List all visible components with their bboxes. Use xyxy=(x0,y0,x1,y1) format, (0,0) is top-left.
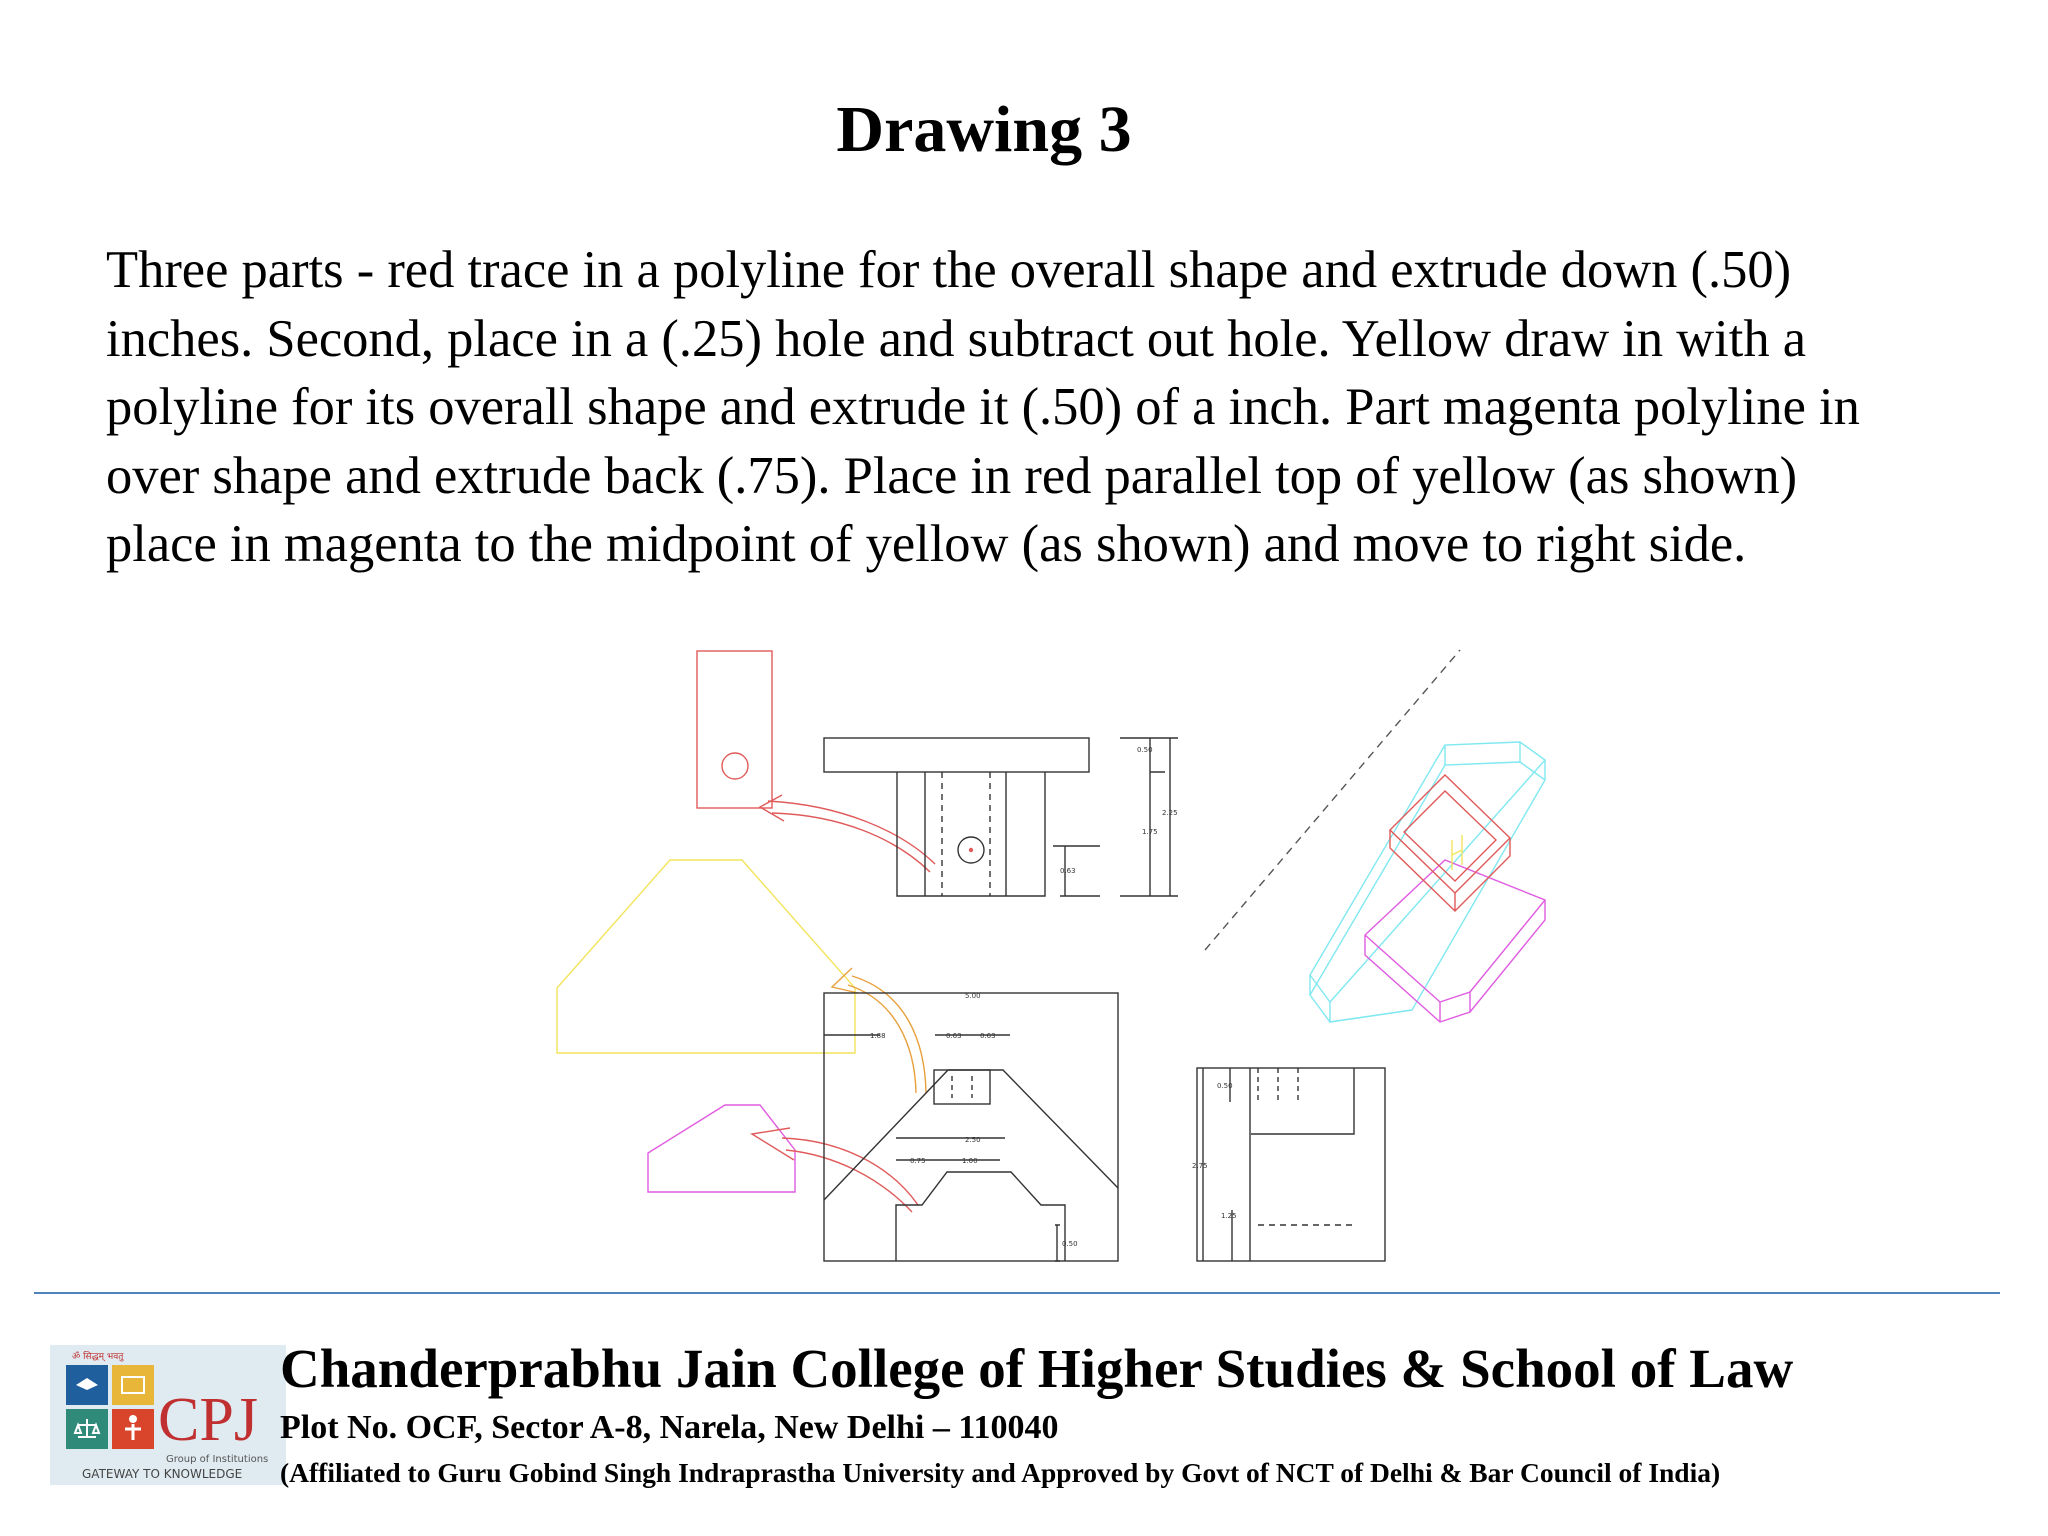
dim-label: 0.63 xyxy=(946,1032,962,1040)
magenta-arrow xyxy=(752,1128,918,1212)
college-affiliation: (Affiliated to Guru Gobind Singh Indraprastha University and Approved by Govt of NCT of Delhi & Bar Council of India) xyxy=(280,1457,1721,1488)
instruction-line: Three parts - red trace in a polyline for the overall shape and extrude down (.50) xyxy=(106,241,1792,299)
top-view xyxy=(824,738,1178,896)
magenta-part-sketch xyxy=(648,1105,795,1192)
dim-label: 2.50 xyxy=(965,1136,981,1144)
college-logo xyxy=(50,1345,286,1485)
instruction-line: polyline for its overall shape and extrude it (.50) of a inch. Part magenta polyline in xyxy=(106,378,1860,436)
dim-label: 0.50 xyxy=(1062,1240,1078,1248)
dim-label: 1.88 xyxy=(870,1032,886,1040)
orange-arrow xyxy=(832,968,926,1093)
instruction-line: place in magenta to the midpoint of yellow (as shown) and move to right side. xyxy=(106,515,1747,573)
logo-initials: CPJ xyxy=(158,1386,258,1454)
footer-divider xyxy=(34,1292,2000,1294)
instruction-line: inches. Second, place in a (.25) hole and subtract out hole. Yellow draw in with a xyxy=(106,309,1807,368)
dim-label: 0.63 xyxy=(980,1032,996,1040)
dim-label: 5.00 xyxy=(965,992,981,1000)
red-part-sketch xyxy=(697,651,772,808)
slide-title: Drawing 3 xyxy=(836,93,1132,166)
technical-drawing xyxy=(540,630,1550,1270)
dim-label: 1.75 xyxy=(1142,828,1158,836)
dim-label: 0.50 xyxy=(1217,1082,1233,1090)
dim-label: 0.63 xyxy=(1060,867,1076,875)
logo-group: Group of Institutions xyxy=(166,1454,269,1465)
dim-label: 1.25 xyxy=(1221,1212,1237,1220)
dim-label: 0.50 xyxy=(1137,746,1153,754)
red-arrow xyxy=(760,795,935,872)
dim-label: 0.75 xyxy=(910,1157,926,1165)
dim-label: 1.00 xyxy=(962,1157,978,1165)
dim-label: 2.25 xyxy=(1162,809,1178,817)
instructions-paragraph xyxy=(106,236,2036,579)
instruction-line: over shape and extrude back (.75). Place in red parallel top of yellow (as shown) xyxy=(106,446,1798,505)
college-address: Plot No. OCF, Sector A-8, Narela, New Delhi – 110040 xyxy=(280,1409,1059,1446)
college-name: Chanderprabhu Jain College of Higher Studies & School of Law xyxy=(280,1338,1794,1399)
logo-tagline: GATEWAY TO KNOWLEDGE xyxy=(82,1467,243,1481)
dashed-diagonal-line xyxy=(1205,650,1460,950)
dim-label: 2.75 xyxy=(1192,1162,1208,1170)
logo-motto: ॐ सिद्धम् भवतु xyxy=(72,1352,124,1362)
side-view xyxy=(1197,1068,1385,1261)
yellow-part-sketch xyxy=(557,860,855,1053)
front-view xyxy=(824,993,1118,1261)
